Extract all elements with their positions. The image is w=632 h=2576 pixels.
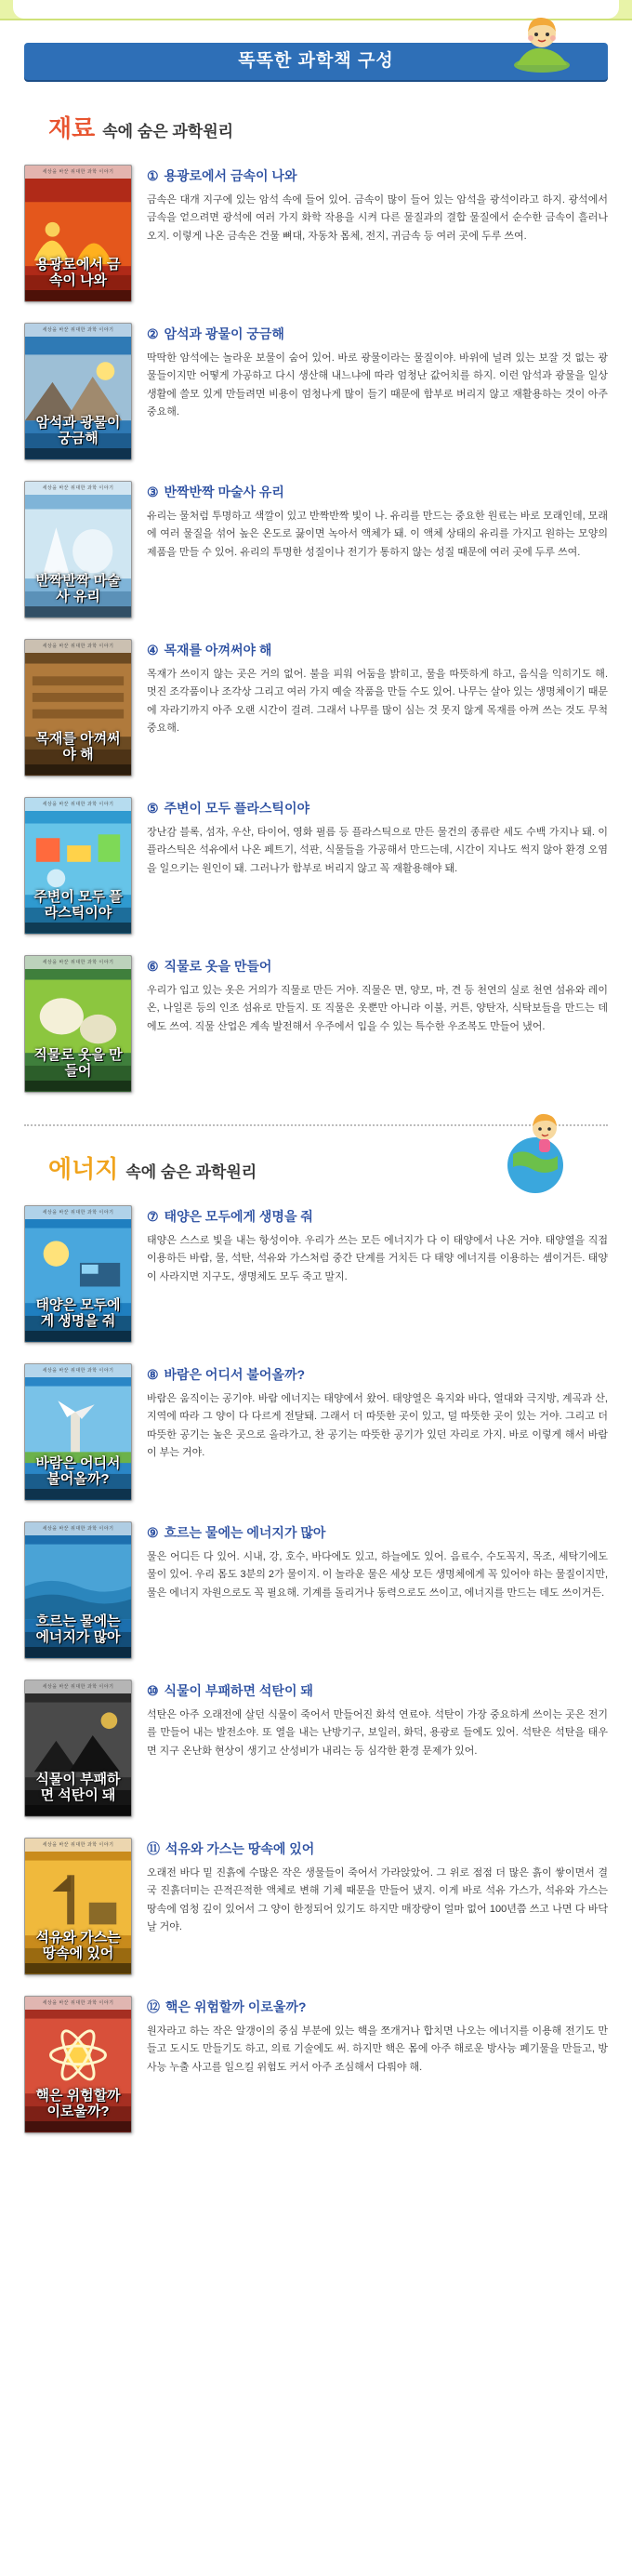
entry-title-text: 직물로 옷을 만들어 <box>164 959 272 974</box>
entry-text <box>147 323 608 421</box>
page-content <box>0 43 632 2161</box>
entry-item <box>24 1680 608 1817</box>
cover-footer-bar <box>25 1963 131 1974</box>
entry-title <box>147 1365 608 1384</box>
entry-text <box>147 1838 608 1936</box>
main-title-wrap <box>24 43 608 86</box>
entry-title-text: 핵은 위험할까 이로울까? <box>165 1999 307 2014</box>
book-cover-thumbnail[interactable] <box>24 1521 132 1659</box>
entry-title <box>147 1523 608 1542</box>
entry-body: 태양은 스스로 빛을 내는 항성이야. 우리가 쓰는 모든 에너지가 다 이 태양에서 나온 거야. 태양열을 직접 이용하든 바람, 물, 석탄, 석유와 가스처럼 중간 단계를 거치든 다 태양 에너지를 이용하는 셈이거든. 태양이 사라지면 지구도, 생명체도 모두 죽고 말지. <box>147 1235 608 1282</box>
cover-series-label: 세상을 바꾼 위대한 과학 이야기 <box>25 1997 131 2010</box>
entry-body: 오래전 바다 밑 진흙에 수많은 작은 생물들이 죽어서 가라앉았어. 그 위로 점점 더 많은 흙이 쌓이면서 결국 진흙더미는 끈적끈적한 액체로 변해 기체 때문을 만들어 냈지. 이게 바로 석유 가스가, 석유와 가스는 땅속에 엄청 깊이 있어서 그 양이 한정되어 있기도 하지만 매장량이 얼마 없어 100년쯤 쓰고 나면 다 바닥날 거야. <box>147 1867 608 1932</box>
entry-item <box>24 1521 608 1659</box>
section-title-rest: 속에 숨은 과학원리 <box>125 1163 257 1181</box>
book-cover-thumbnail[interactable] <box>24 1680 132 1817</box>
entry-item <box>24 955 608 1093</box>
cover-footer-bar <box>25 1805 131 1816</box>
entry-item <box>24 1205 608 1343</box>
book-cover-thumbnail[interactable] <box>24 1996 132 2133</box>
book-cover-thumbnail[interactable] <box>24 1205 132 1343</box>
entry-number: ④ <box>147 643 159 657</box>
entry-title-text: 식물이 부패하면 석탄이 돼 <box>164 1683 313 1698</box>
cover-title: 식물이 부패하면 석탄이 돼 <box>35 1771 121 1803</box>
cover-footer-bar <box>25 606 131 617</box>
entry-title-text: 석유와 가스는 땅속에 있어 <box>165 1841 315 1856</box>
cover-footer-bar <box>25 2121 131 2132</box>
entry-title <box>147 483 608 501</box>
cover-series-label: 세상을 바꾼 위대한 과학 이야기 <box>25 1522 131 1535</box>
cover-series-label: 세상을 바꾼 위대한 과학 이야기 <box>25 798 131 811</box>
entry-title <box>147 1839 608 1858</box>
entry-title-text: 흐르는 물에는 에너지가 많아 <box>164 1525 326 1540</box>
entry-number: ② <box>147 326 159 341</box>
cover-title: 바람은 어디서 불어올까? <box>35 1454 121 1487</box>
cover-footer-bar <box>25 1647 131 1658</box>
entry-title <box>147 641 608 659</box>
entry-item <box>24 639 608 777</box>
cover-series-label: 세상을 바꾼 위대한 과학 이야기 <box>25 1680 131 1693</box>
page-title: 똑똑한 과학책 구성 <box>24 43 608 80</box>
cover-footer-bar <box>25 1331 131 1342</box>
cover-footer-bar <box>25 290 131 301</box>
entry-title <box>147 1207 608 1226</box>
entry-number: ⑩ <box>147 1683 159 1698</box>
cover-series-label: 세상을 바꾼 위대한 과학 이야기 <box>25 640 131 653</box>
book-cover-thumbnail[interactable] <box>24 955 132 1093</box>
entry-title-text: 바람은 어디서 불어올까? <box>164 1367 306 1382</box>
section-header-materials <box>24 110 608 144</box>
entry-number: ⑤ <box>147 801 159 816</box>
entry-title-text: 목재를 아껴써야 해 <box>164 643 272 657</box>
entry-text <box>147 1205 608 1286</box>
book-cover-thumbnail[interactable] <box>24 1838 132 1975</box>
cover-footer-bar <box>25 1489 131 1500</box>
entry-text <box>147 165 608 246</box>
book-cover-thumbnail[interactable] <box>24 1363 132 1501</box>
section-title-big: 재료 <box>48 114 96 142</box>
entry-title <box>147 1998 608 2016</box>
entry-number: ⑥ <box>147 959 159 974</box>
entry-body: 우리가 입고 있는 옷은 거의가 직물로 만든 거야. 직물은 면, 양모, 마, 견 등 천연의 실로 천연 섬유와 레이온, 나일론 등의 인조 섬유로 만들지. 또 직물은 옷뿐만 아니라 이불, 커튼, 양탄자, 식탁보들을 만드는 데에도 쓰여. 직물 산업은 계속 발전해서 우주에서 입을 수 있는 특수한 우조복도 만들어 냈어. <box>147 985 608 1032</box>
entry-number: ⑨ <box>147 1525 159 1540</box>
cover-series-label: 세상을 바꾼 위대한 과학 이야기 <box>25 1364 131 1377</box>
cover-series-label: 세상을 바꾼 위대한 과학 이야기 <box>25 166 131 179</box>
entry-text <box>147 1996 608 2077</box>
entry-text <box>147 1363 608 1462</box>
entry-item <box>24 1838 608 1975</box>
entry-number: ⑪ <box>147 1841 160 1856</box>
entry-title-text: 태양은 모두에게 생명을 줘 <box>164 1209 313 1224</box>
book-cover-thumbnail[interactable] <box>24 481 132 618</box>
section-title-rest: 속에 숨은 과학원리 <box>102 123 234 140</box>
cover-title: 주변이 모두 플라스틱이야 <box>33 888 123 921</box>
book-cover-thumbnail[interactable] <box>24 639 132 777</box>
entry-text <box>147 797 608 878</box>
globe-girl-icon <box>491 1108 580 1197</box>
section-title-big: 에너지 <box>48 1155 119 1183</box>
entry-title-text: 용광로에서 금속이 나와 <box>164 168 297 183</box>
entry-item <box>24 797 608 935</box>
entry-text <box>147 639 608 737</box>
cover-footer-bar <box>25 764 131 776</box>
entry-title-text: 암석과 광물이 궁금해 <box>164 326 284 341</box>
girl-mascot-icon <box>509 15 574 73</box>
cover-series-label: 세상을 바꾼 위대한 과학 이야기 <box>25 1206 131 1219</box>
cover-footer-bar <box>25 448 131 459</box>
cover-title: 용광로에서 금속이 나와 <box>35 256 121 288</box>
entry-number: ⑦ <box>147 1209 159 1224</box>
entry-number: ⑫ <box>147 1999 160 2014</box>
entry-text <box>147 1521 608 1602</box>
entry-item <box>24 1996 608 2133</box>
entry-title <box>147 799 608 817</box>
entry-body: 목재가 쓰이지 않는 곳은 거의 없어. 불을 피워 어둠을 밝히고, 물을 따뜻하게 하고, 음식을 익히기도 해. 멋진 조각품이나 조각상 그리고 여러 가지 예술 작품을 만들 수도 있어. 나무는 살아 있는 생명체이기 때문에 자라기까지 아주 오랜 시간이 걸려. 그래서 나무를 많이 심는 것 못지 않게 목재를 아껴 쓰는 것도 무척 중요해. <box>147 669 608 734</box>
cover-series-label: 세상을 바꾼 위대한 과학 이야기 <box>25 1839 131 1852</box>
entry-title <box>147 166 608 185</box>
cover-footer-bar <box>25 923 131 934</box>
entry-item <box>24 481 608 618</box>
entry-number: ① <box>147 168 159 183</box>
entry-body: 유리는 물처럼 투명하고 색깔이 있고 반짝반짝 빛이 나. 유리를 만드는 중요한 원료는 바로 모래인데, 모래에 여러 물질을 섞어 높은 온도로 끓이면 녹아서 액체가 돼. 이 액체 상태의 유리를 가지고 원하는 모양의 제품을 만들 수 있어. 유리의 투명한 성질이나 전기가 통하지 않는 성질 때문에 여러 곳에 두루 쓰여. <box>147 511 608 558</box>
entry-text <box>147 1680 608 1760</box>
entry-item <box>24 1363 608 1501</box>
cover-title: 반짝반짝 마술사 유리 <box>35 572 121 604</box>
entry-body: 석탄은 아주 오래전에 살던 식물이 죽어서 만들어진 화석 연료야. 석탄이 가장 중요하게 쓰이는 곳은 전기를 만들어 내는 발전소야. 또 열을 내는 난방기구, 보일러, 화덕, 용광로 들에도 있어. 석탄은 석탄을 태우면 지구 온난화 현상이 생기고 산성비가 내리는 등 심각한 환경 문제가 있어. <box>147 1709 608 1757</box>
book-cover-thumbnail[interactable] <box>24 797 132 935</box>
cover-title: 핵은 위험할까 이로울까? <box>35 2087 121 2119</box>
entry-body: 물은 어디든 다 있어. 시내, 강, 호수, 바다에도 있고, 하늘에도 있어. 음료수, 수도꼭지, 목조, 세탁기에도 물이 있어. 우리 몸도 3분의 2가 물이지. 이 놀라운 물은 세상 모든 생명체에게 꼭 있어야 하는 물질이지만, 물은 에너지 자원으로도 꼭 필요해. 기계를 돌리거나 동력으로도 쓰이고, 에너지를 만드는 데도 쓰이거든. <box>147 1551 608 1599</box>
entry-title-text: 주변이 모두 플라스틱이야 <box>164 801 309 816</box>
cover-series-label: 세상을 바꾼 위대한 과학 이야기 <box>25 324 131 337</box>
entry-title-text: 반짝반짝 마술사 유리 <box>164 485 284 499</box>
entry-text <box>147 481 608 562</box>
entry-text <box>147 955 608 1036</box>
entry-body: 딱딱한 암석에는 놀라운 보물이 숨어 있어. 바로 광물이라는 물질이야. 바위에 널려 있는 보잘 것 없는 광물들이지만 어떻게 가공하고 다시 생산해 내느냐에 따라 엄청난 값어치를 하지. 이런 암석과 광물을 일상생활에 쓸모 있게 만들려면 비용이 엄청나게 많이 들기 때문에 함부로 버리지 않고 재활용하는 것이 아주 중요해. <box>147 352 608 418</box>
cover-title: 태양은 모두에게 생명을 줘 <box>35 1296 121 1329</box>
entry-item <box>24 323 608 460</box>
entry-title <box>147 325 608 343</box>
entry-title <box>147 957 608 976</box>
entry-number: ⑧ <box>147 1367 159 1382</box>
cover-title: 암석과 광물이 궁금해 <box>35 414 121 446</box>
cover-title: 흐르는 물에는 에너지가 많아 <box>35 1613 121 1645</box>
entry-item <box>24 165 608 302</box>
cover-title: 목재를 아껴써야 해 <box>35 730 121 763</box>
entry-body: 바람은 움직이는 공기야. 바람 에너지는 태양에서 왔어. 태양열은 육지와 바다, 열대와 극지방, 계곡과 산, 지역에 따라 그 양이 다 다르게 전달돼. 그래서 더 따뜻한 곳이 있고, 덜 따뜻한 곳이 있는 거야. 그리고 더 따뜻한 공기는 높은 곳으로 올라가고, 찬 공기는 따뜻한 공기가 있던 자리로 가지. 바로 이렇게 해서 바람이 부는 거야. <box>147 1393 608 1458</box>
section-header-energy-wrap <box>24 1150 608 1185</box>
cover-series-label: 세상을 바꾼 위대한 과학 이야기 <box>25 956 131 969</box>
entry-body: 금속은 대개 지구에 있는 암석 속에 들어 있어. 금속이 많이 들어 있는 암석을 광석이라고 하지. 광석에서 금속을 얻으려면 광석에 여러 가지 화학 작용을 시켜 다른 물질과의 결합 물질에서 순수한 금속이 흘러나오지. 이렇게 나온 금속은 건물 뼈대, 자동차 몸체, 전지, 귀금속 등 여러 곳에 두루 쓰여. <box>147 194 608 242</box>
cover-title: 석유와 가스는 땅속에 있어 <box>35 1929 121 1961</box>
entry-title <box>147 1681 608 1700</box>
entry-body: 장난감 블록, 섬자, 우산, 타이어, 영화 필름 등 플라스틱으로 만든 물건의 종류란 세도 수백 가지나 돼. 이 플라스틱은 석유에서 나온 페트기, 석판, 식물들을 가공해서 만드는데, 시간이 지나도 썩지 않아 환경 오염을 일으키는 원인이 돼. 그러나가 함부로 버리지 않고 꼭 재활용해야 돼. <box>147 827 608 874</box>
entry-number: ③ <box>147 485 159 499</box>
book-cover-thumbnail[interactable] <box>24 323 132 460</box>
cover-title: 직물로 옷을 만들어 <box>33 1046 123 1079</box>
cover-footer-bar <box>25 1081 131 1092</box>
book-cover-thumbnail[interactable] <box>24 165 132 302</box>
entry-body: 원자라고 하는 작은 알갱이의 중심 부분에 있는 핵을 쪼개거나 합치면 나오는 에너지를 이용해 전기도 만들고 도시도 만들기도 하고, 의료 기술에도 써. 하지만 핵은 몸에 아주 해로운 방사능 폐기물을 만들고, 방사능 누출 사고를 일으킬 위험도 커서 아주 조심해서 다뤄야 해. <box>147 2025 608 2073</box>
cover-series-label: 세상을 바꾼 위대한 과학 이야기 <box>25 482 131 495</box>
